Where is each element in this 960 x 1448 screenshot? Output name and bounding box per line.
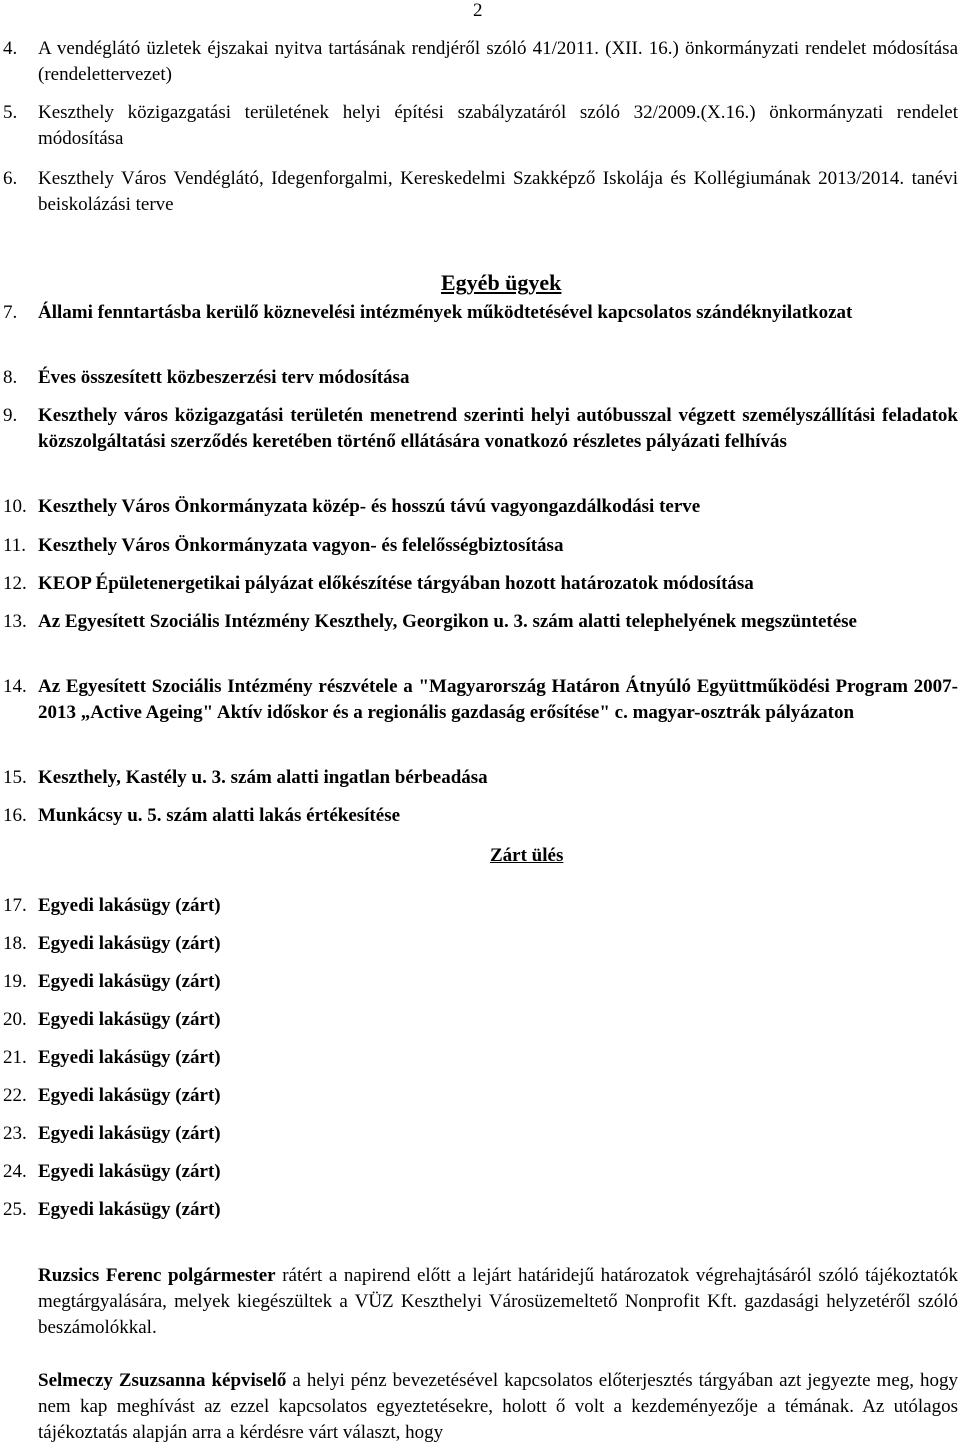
speaker-name: Selmeczy Zsuzsanna képviselő — [38, 1370, 287, 1391]
agenda-item-16 — [3, 803, 958, 829]
agenda-item-text: KEOP Épületenergetikai pályázat előkészítése tárgyában hozott határozatok módosítása — [38, 573, 754, 594]
agenda-item-10 — [3, 494, 958, 520]
agenda-item-text: Egyedi lakásügy (zárt) — [38, 1123, 221, 1144]
agenda-item-number: 4. — [3, 38, 18, 59]
agenda-item-20 — [3, 1007, 958, 1033]
agenda-item-number: 20. — [3, 1009, 27, 1030]
agenda-item-text: Egyedi lakásügy (zárt) — [38, 1047, 221, 1068]
agenda-item-text: Keszthely, Kastély u. 3. szám alatti ingatlan bérbeadása — [38, 767, 488, 788]
agenda-item-11 — [3, 533, 958, 559]
paragraph-text: rátért a napirend előtt a lejárt határidejű határozatok végrehajtásáról szóló tájékoztatók megtárgyalására, melyek kiegészültek a VÜZ Keszthelyi Városüzemeltető Nonprofit Kft. gazdasági helyzetéről szóló beszámolókkal. — [38, 1265, 958, 1338]
agenda-item-5 — [3, 100, 958, 152]
agenda-item-text: Egyedi lakásügy (zárt) — [38, 1085, 221, 1106]
agenda-item-text: Éves összesített közbeszerzési terv módosítása — [38, 367, 410, 388]
agenda-item-number: 22. — [3, 1085, 27, 1106]
paragraph-text: a helyi pénz bevezetésével kapcsolatos előterjesztés tárgyában azt jegyezte meg, hogy nem kap meghívást az ezzel kapcsolatos egyeztetésekre, holott ő volt a kezdeményezője a témának. Az utólagos tájékoztatás alapján arra a kérdésre várt választ, hogy — [38, 1370, 958, 1443]
agenda-item-text: A vendéglátó üzletek éjszakai nyitva tartásának rendjéről szóló 41/2011. (XII. 16.) önkormányzati rendelet módosítása (rendelettervezet) — [38, 38, 958, 85]
agenda-item-text: Egyedi lakásügy (zárt) — [38, 1009, 221, 1030]
minutes-paragraph — [38, 1368, 958, 1446]
agenda-item-number: 25. — [3, 1199, 27, 1220]
agenda-item-22 — [3, 1083, 958, 1109]
agenda-item-text: Egyedi lakásügy (zárt) — [38, 1161, 221, 1182]
agenda-item-text: Munkácsy u. 5. szám alatti lakás értékesítése — [38, 805, 401, 826]
agenda-item-number: 15. — [3, 767, 27, 788]
agenda-item-14 — [3, 674, 958, 726]
agenda-item-text: Keszthely város közigazgatási területén menetrend szerinti helyi autóbusszal végzett személyszállítási feladatok közszolgáltatási szerződés keretében történő ellátására vonatkozó részletes pályázati felhívás — [38, 405, 958, 452]
agenda-item-8 — [3, 365, 958, 391]
agenda-item-number: 19. — [3, 971, 27, 992]
agenda-item-text: Keszthely Város Vendéglátó, Idegenforgalmi, Kereskedelmi Szakképző Iskolája és Kollégiumának 2013/2014. tanévi beiskolázási terve — [38, 168, 958, 215]
agenda-item-number: 13. — [3, 611, 27, 632]
agenda-item-number: 8. — [3, 367, 18, 388]
agenda-item-text: Egyedi lakásügy (zárt) — [38, 895, 221, 916]
agenda-item-number: 21. — [3, 1047, 27, 1068]
section-heading-other: Egyéb ügyek — [441, 270, 562, 295]
agenda-item-number: 5. — [3, 102, 18, 123]
section-heading-closed: Zárt ülés — [490, 845, 564, 866]
agenda-item-text: Keszthely közigazgatási területének helyi építési szabályzatáról szóló 32/2009.(X.16.) önkormányzati rendelet módosítása — [38, 102, 958, 149]
agenda-item-text: Az Egyesített Szociális Intézmény Keszthely, Georgikon u. 3. szám alatti telephelyének megszüntetése — [38, 611, 857, 632]
agenda-item-text: Keszthely Város Önkormányzata közép- és hosszú távú vagyongazdálkodási terve — [38, 496, 701, 517]
agenda-item-number: 23. — [3, 1123, 27, 1144]
agenda-item-text: Egyedi lakásügy (zárt) — [38, 933, 221, 954]
agenda-item-19 — [3, 969, 958, 995]
agenda-item-number: 6. — [3, 168, 18, 189]
agenda-item-number: 11. — [3, 535, 27, 556]
agenda-item-12 — [3, 571, 958, 597]
agenda-item-4 — [3, 36, 958, 88]
minutes-paragraph — [38, 1263, 958, 1341]
agenda-item-7 — [3, 300, 958, 326]
speaker-name: Ruzsics Ferenc polgármester — [38, 1265, 276, 1286]
page-number: 2 — [473, 0, 483, 21]
agenda-item-17 — [3, 893, 958, 919]
agenda-item-text: Állami fenntartásba kerülő köznevelési intézmények működtetésével kapcsolatos szándéknyilatkozat — [38, 302, 853, 323]
agenda-item-number: 24. — [3, 1161, 27, 1182]
agenda-item-21 — [3, 1045, 958, 1071]
agenda-item-number: 7. — [3, 302, 18, 323]
agenda-item-24 — [3, 1159, 958, 1185]
agenda-item-9 — [3, 403, 958, 455]
agenda-item-18 — [3, 931, 958, 957]
agenda-item-text: Egyedi lakásügy (zárt) — [38, 971, 221, 992]
agenda-item-number: 14. — [3, 676, 27, 697]
agenda-item-number: 9. — [3, 405, 18, 426]
agenda-item-number: 16. — [3, 805, 27, 826]
agenda-item-13 — [3, 609, 958, 635]
agenda-item-number: 17. — [3, 895, 27, 916]
agenda-item-6 — [3, 166, 958, 218]
agenda-item-25 — [3, 1197, 958, 1223]
agenda-item-number: 10. — [3, 496, 27, 517]
agenda-item-text: Az Egyesített Szociális Intézmény részvétele a "Magyarország Határon Átnyúló Együttműködési Program 2007-2013 „Active Ageing" Aktív időskor és a regionális gazdaság erősítése" c. magyar-osztrák pályázaton — [38, 676, 958, 723]
agenda-item-number: 12. — [3, 573, 27, 594]
agenda-item-15 — [3, 765, 958, 791]
agenda-item-text: Egyedi lakásügy (zárt) — [38, 1199, 221, 1220]
agenda-item-number: 18. — [3, 933, 27, 954]
agenda-item-text: Keszthely Város Önkormányzata vagyon- és felelősségbiztosítása — [38, 535, 564, 556]
agenda-item-23 — [3, 1121, 958, 1147]
